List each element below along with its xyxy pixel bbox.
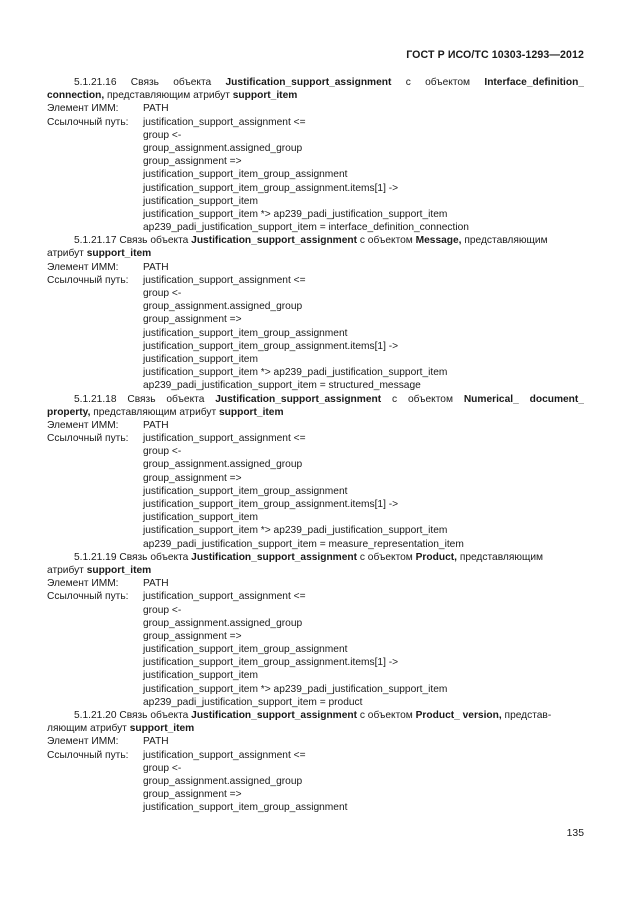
page-number: 135 xyxy=(566,828,584,839)
path-line: group <- xyxy=(143,446,182,458)
element-row: Элемент ИММ: PATH xyxy=(47,103,169,115)
refpath-row: Ссылочный путь: justification_support_assignment <= xyxy=(47,591,306,603)
section-heading-cont: атрибут support_item xyxy=(47,248,152,260)
path-line: justification_support_item_group_assignment.items[1] -> xyxy=(143,340,399,352)
entity-name: Justification_support_assignment xyxy=(215,393,382,405)
refpath-row: Ссылочный путь: justification_support_assignment <= xyxy=(47,749,306,761)
section-5-1-21-19 xyxy=(47,551,584,709)
path-line: group_assignment => xyxy=(143,472,242,484)
path-line: justification_support_item_group_assignment xyxy=(143,644,348,656)
section-heading: 5.1.21.20 Связь объекта Justification_support_assignment с объектом Product_ version, представ- xyxy=(74,710,552,721)
path-line: justification_support_item_group_assignment xyxy=(143,327,348,339)
section-5-1-21-16 xyxy=(47,76,584,234)
attribute-name: support_item xyxy=(219,406,284,418)
entity-name: Justification_support_assignment xyxy=(191,710,358,721)
path-line: group <- xyxy=(143,288,182,299)
section-heading: 5.1.21.18 Связь объекта Justification_support_assignment с объектом Numerical_ document_ xyxy=(74,393,584,405)
refpath-row: Ссылочный путь: justification_support_assignment <= xyxy=(47,116,306,128)
path-line: ap239_padi_justification_support_item = structured_message xyxy=(143,380,421,392)
section-number: 5.1.21.18 xyxy=(74,393,117,405)
path-line: group <- xyxy=(143,129,182,141)
path-line: group_assignment.assigned_group xyxy=(143,775,303,787)
document-body xyxy=(47,76,584,815)
path-line: group_assignment.assigned_group xyxy=(143,142,303,154)
entity-name: Justification_support_assignment xyxy=(191,551,358,563)
element-row: Элемент ИММ: PATH xyxy=(47,736,169,748)
attribute-name: support_item xyxy=(86,564,152,576)
attribute-name: support_item xyxy=(129,723,195,735)
attribute-name: support_item xyxy=(86,248,152,260)
entity-name: Justification_support_assignment xyxy=(191,235,358,247)
path-line: group_assignment.assigned_group xyxy=(143,459,303,471)
path-line: justification_support_item_group_assignment xyxy=(143,169,348,181)
target-entity: Message, xyxy=(415,235,462,247)
section-number: 5.1.21.17 xyxy=(74,235,117,247)
target-entity: Product_ version, xyxy=(415,710,502,721)
path-line: justification_support_item *> ap239_padi_justification_support_item xyxy=(143,208,448,220)
section-5-1-21-17 xyxy=(47,234,584,392)
path-line: ap239_padi_justification_support_item = measure_representation_item xyxy=(143,538,464,550)
section-heading-cont: property, представляющим атрибут support_item xyxy=(47,406,284,418)
path-line: group_assignment => xyxy=(143,630,242,642)
path-line: justification_support_item_group_assignment.items[1] -> xyxy=(143,182,399,194)
target-entity: Product, xyxy=(415,551,457,563)
element-row: Элемент ИММ: PATH xyxy=(47,419,169,431)
path-line: group_assignment => xyxy=(143,789,242,801)
path-line: justification_support_item xyxy=(143,512,258,524)
section-heading: 5.1.21.16 Связь объекта Justification_support_assignment с объектом Interface_definition_ xyxy=(74,77,584,88)
attribute-name: support_item xyxy=(232,90,298,102)
section-heading-cont: атрибут support_item xyxy=(47,564,152,576)
document-header: ГОСТ Р ИСО/ТС 10303-1293—2012 xyxy=(406,49,584,61)
path-line: justification_support_item *> ap239_padi_justification_support_item xyxy=(143,525,448,537)
path-line: group_assignment => xyxy=(143,314,242,326)
path-line: justification_support_item xyxy=(143,670,258,682)
section-5-1-21-20 xyxy=(47,709,584,815)
refpath-row: Ссылочный путь: justification_support_assignment <= xyxy=(47,433,306,445)
path-line: justification_support_item_group_assignment xyxy=(143,485,348,497)
section-heading-cont: connection, представляющим атрибут support_item xyxy=(47,90,298,102)
element-row: Элемент ИММ: PATH xyxy=(47,261,169,273)
path-line: ap239_padi_justification_support_item = product xyxy=(143,696,363,708)
path-line: group_assignment.assigned_group xyxy=(143,301,303,313)
section-heading-cont: ляющим атрибут support_item xyxy=(47,723,195,735)
path-line: group_assignment.assigned_group xyxy=(143,617,303,629)
path-line: justification_support_item xyxy=(143,353,258,365)
path-line: justification_support_item_group_assignment.items[1] -> xyxy=(143,657,399,669)
section-5-1-21-18 xyxy=(47,393,584,551)
section-number: 5.1.21.16 xyxy=(74,77,117,88)
path-line: justification_support_item_group_assignment.items[1] -> xyxy=(143,499,399,510)
path-line: justification_support_item *> ap239_padi_justification_support_item xyxy=(143,367,448,379)
path-line: group <- xyxy=(143,604,182,616)
path-line: ap239_padi_justification_support_item = interface_definition_connection xyxy=(143,222,469,234)
section-heading: 5.1.21.19 Связь объекта Justification_support_assignment с объектом Product, представляющим xyxy=(74,551,544,563)
refpath-row: Ссылочный путь: justification_support_assignment <= xyxy=(47,274,306,286)
section-heading: 5.1.21.17 Связь объекта Justification_support_assignment с объектом Message, представляющим xyxy=(74,235,548,247)
section-number: 5.1.21.20 xyxy=(74,710,117,721)
element-row: Элемент ИММ: PATH xyxy=(47,578,169,590)
path-line: group <- xyxy=(143,762,182,774)
path-line: justification_support_item xyxy=(143,195,258,207)
section-number: 5.1.21.19 xyxy=(74,551,117,563)
entity-name: Justification_support_assignment xyxy=(225,77,392,88)
path-line: justification_support_item *> ap239_padi_justification_support_item xyxy=(143,683,448,695)
target-entity: Interface_definition_ xyxy=(484,77,584,88)
path-line: justification_support_item_group_assignment xyxy=(143,802,348,814)
target-entity: Numerical_ document_ xyxy=(463,393,584,405)
path-line: group_assignment => xyxy=(143,156,242,168)
